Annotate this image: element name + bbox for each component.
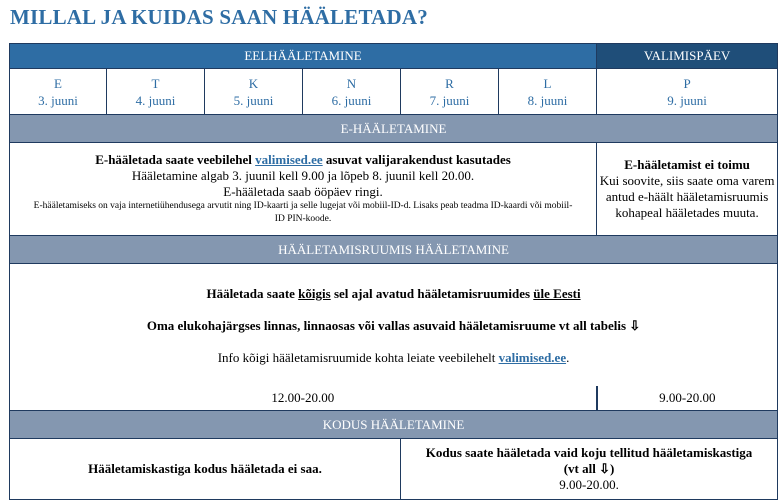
page-title: MILLAL JA KUIDAS SAAN HÄÄLETADA? [10, 5, 428, 29]
room-voting-section-header: HÄÄLETAMISRUUMIS HÄÄLETAMINE [10, 236, 778, 264]
e-voting-requirements: E-hääletamiseks on vaja internetiühendusega arvutit ning ID-kaarti ja selle lugejat või mobiil-ID-d. Lisaks peab teadma ID-kaardi või mobiil-ID PIN-koode. [33, 201, 573, 224]
valimised-link-2[interactable]: valimised.ee [498, 349, 567, 365]
voting-schedule-table [9, 43, 778, 500]
valimised-link[interactable]: valimised.ee [255, 152, 323, 167]
day-cell-sat: L 8. juuni [499, 69, 597, 115]
election-day-header: VALIMISPÄEV [597, 44, 778, 69]
day-cell-tue: T 4. juuni [107, 69, 205, 115]
e-voting-info: E-hääletada saate veebilehel valimised.ee asuvat valijarakendust kasutades Hääletamine algab 3. juunil kell 9.00 ja lõpeb 8. juunil kell 20.00. E-hääletada saab ööpäev ringi. E-hääletamiseks on vaja internetiühendusega arvutit ning ID-kaarti ja selle lugejat või mobiil-ID-d. Lisaks peab teadma ID-kaardi või mobiil-ID PIN-koode. [10, 143, 597, 236]
election-day-hours: 9.00-20.00 [597, 386, 778, 411]
room-voting-info: Hääletada saate kõigis sel ajal avatud hääletamisruumides üle Eesti Oma elukohajärgses linnas, linnaosas või vallas asuvaid hääletamisruume vt all tabelis ⇩ Info kõigi hääletamisruumide kohta leiate veebilehelt valimised.ee. [10, 264, 778, 387]
home-voting-election-day: Kodus saate hääletada vaid koju tellitud hääletamiskastiga (vt all ⇩) 9.00-20.00. [401, 439, 778, 500]
day-cell-thu: N 6. juuni [303, 69, 401, 115]
e-voting-section-header: E-HÄÄLETAMINE [10, 115, 778, 143]
day-cell-mon: E 3. juuni [10, 69, 107, 115]
day-cell-wed: K 5. juuni [205, 69, 303, 115]
home-voting-pre: Hääletamiskastiga kodus hääletada ei saa. [10, 439, 401, 500]
day-cell-fri: R 7. juuni [401, 69, 499, 115]
days-row [10, 69, 778, 115]
pre-voting-hours: 12.00-20.00 [10, 386, 597, 411]
day-cell-sun: P 9. juuni [597, 69, 778, 115]
e-voting-election-day: E-hääletamist ei toimu Kui soovite, siis saate oma varem antud e-häält hääletamisruumis kohapeal hääletades muuta. [597, 143, 778, 236]
home-voting-section-header: KODUS HÄÄLETAMINE [10, 411, 778, 439]
pre-voting-header: EELHÄÄLETAMINE [10, 44, 597, 69]
